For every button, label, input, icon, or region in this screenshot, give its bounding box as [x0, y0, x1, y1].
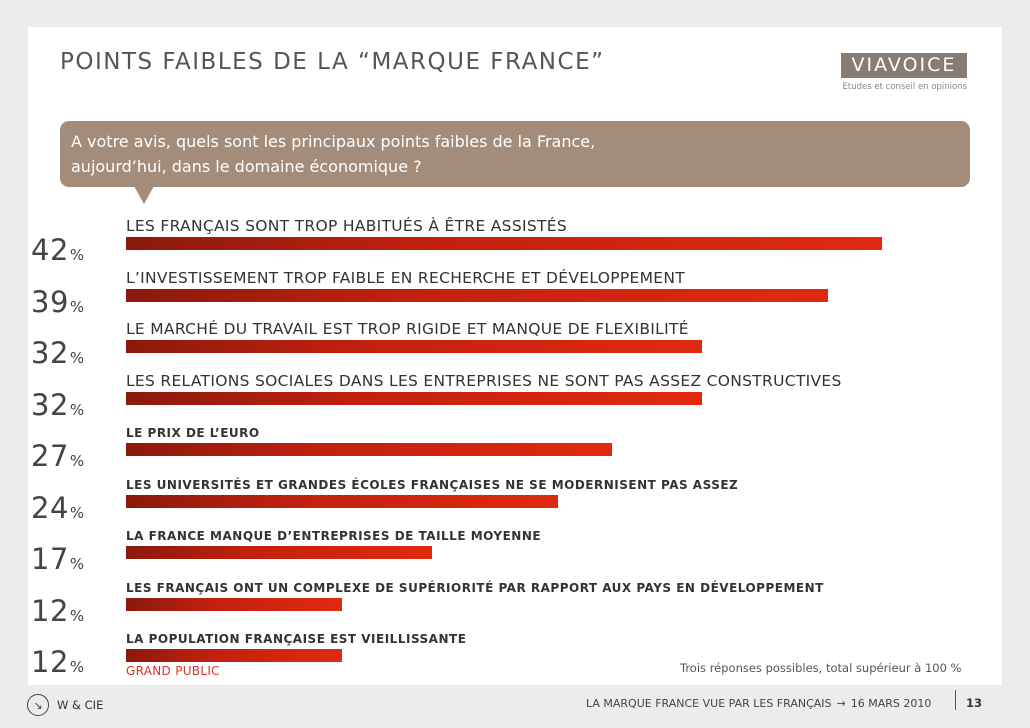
category-label: LE MARCHÉ DU TRAVAIL EST TROP RIGIDE ET MANQUE DE FLEXIBILITÉ — [126, 320, 689, 338]
value-number: 12 — [31, 645, 69, 679]
value-percent-sign: % — [69, 297, 85, 316]
category-label: L’INVESTISSEMENT TROP FAIBLE EN RECHERCHE ET DÉVELOPPEMENT — [126, 268, 686, 287]
chart-row — [28, 217, 1002, 267]
value-number: 32 — [31, 387, 69, 422]
footer-study-title: LA MARQUE FRANCE VUE PAR LES FRANÇAIS — [586, 697, 832, 710]
category-label: LES FRANÇAIS ONT UN COMPLEXE DE SUPÉRIORITÉ PAR RAPPORT AUX PAYS EN DÉVELOPPEMENT — [126, 580, 824, 595]
logo-tagline: Etudes et conseil en opinions — [842, 82, 967, 92]
value-percent-sign: % — [69, 246, 85, 264]
value-number: 12 — [31, 593, 69, 628]
category-label: LES FRANÇAIS SONT TROP HABITUÉS À ÊTRE ASSISTÉS — [126, 217, 567, 235]
bubble-tail — [134, 186, 154, 204]
chart-row — [28, 578, 1002, 628]
bar — [126, 546, 432, 559]
value-number: 27 — [31, 439, 69, 473]
value-label — [31, 542, 84, 576]
value-percent-sign: % — [69, 452, 85, 470]
value-percent-sign: % — [69, 555, 85, 573]
value-number: 17 — [31, 542, 69, 576]
slide — [28, 27, 1002, 685]
bar — [126, 443, 612, 456]
footer-date: 16 MARS 2010 — [850, 697, 932, 710]
footer-divider — [955, 690, 956, 710]
question-bubble — [60, 121, 970, 187]
value-label — [31, 439, 84, 473]
value-percent-sign: % — [69, 400, 85, 419]
value-label — [31, 233, 84, 267]
viavoice-logo — [841, 53, 967, 92]
category-label: LE PRIX DE L’EURO — [126, 426, 260, 440]
value-number: 39 — [31, 284, 69, 319]
arrow-right-icon: → — [836, 697, 846, 710]
footer-brand: W & CIE — [57, 698, 104, 712]
value-number: 42 — [31, 233, 69, 267]
bar — [126, 495, 558, 508]
value-number: 24 — [31, 490, 69, 525]
value-number: 32 — [31, 336, 69, 370]
chart-row — [28, 475, 1002, 525]
chart-row — [28, 320, 1002, 370]
value-label — [31, 645, 84, 679]
bar — [126, 649, 342, 662]
question-line-2: aujourd’hui, dans le domaine économique ? — [71, 157, 422, 176]
page-title: POINTS FAIBLES DE LA “MARQUE FRANCE” — [60, 49, 605, 75]
bar — [126, 340, 702, 353]
value-percent-sign: % — [69, 503, 85, 522]
value-percent-sign: % — [69, 349, 85, 367]
segment-label: GRAND PUBLIC — [126, 664, 220, 678]
value-percent-sign: % — [69, 606, 85, 625]
w-cie-logo-icon: ↘ — [27, 694, 49, 716]
value-label — [31, 388, 84, 422]
category-label: LES UNIVERSITÉS ET GRANDES ÉCOLES FRANÇAISES NE SE MODERNISENT PAS ASSEZ — [126, 477, 739, 492]
page-number: 13 — [966, 696, 983, 710]
chart-footnote: Trois réponses possibles, total supérieur à 100 % — [680, 661, 962, 675]
value-label — [31, 594, 84, 628]
chart-row — [28, 372, 1002, 422]
value-label — [31, 491, 84, 525]
category-label: LA FRANCE MANQUE D’ENTREPRISES DE TAILLE MOYENNE — [126, 529, 542, 543]
chart-row — [28, 526, 1002, 576]
chart-row — [28, 269, 1002, 319]
bar — [126, 392, 702, 405]
category-label: LES RELATIONS SOCIALES DANS LES ENTREPRISES NE SONT PAS ASSEZ CONSTRUCTIVES — [126, 371, 842, 390]
footer-study-info — [586, 697, 931, 710]
value-label — [31, 285, 84, 319]
value-label — [31, 336, 84, 370]
chart-row — [28, 423, 1002, 473]
value-percent-sign: % — [69, 658, 85, 676]
question-text — [71, 129, 771, 179]
category-label: LA POPULATION FRANÇAISE EST VIEILLISSANTE — [126, 632, 467, 646]
logo-wordmark: VIAVOICE — [841, 53, 967, 78]
bar — [126, 289, 828, 302]
bar — [126, 598, 342, 611]
footer-brand-block — [27, 694, 103, 716]
bar — [126, 237, 882, 250]
question-line-1: A votre avis, quels sont les principaux points faibles de la France, — [71, 132, 596, 151]
